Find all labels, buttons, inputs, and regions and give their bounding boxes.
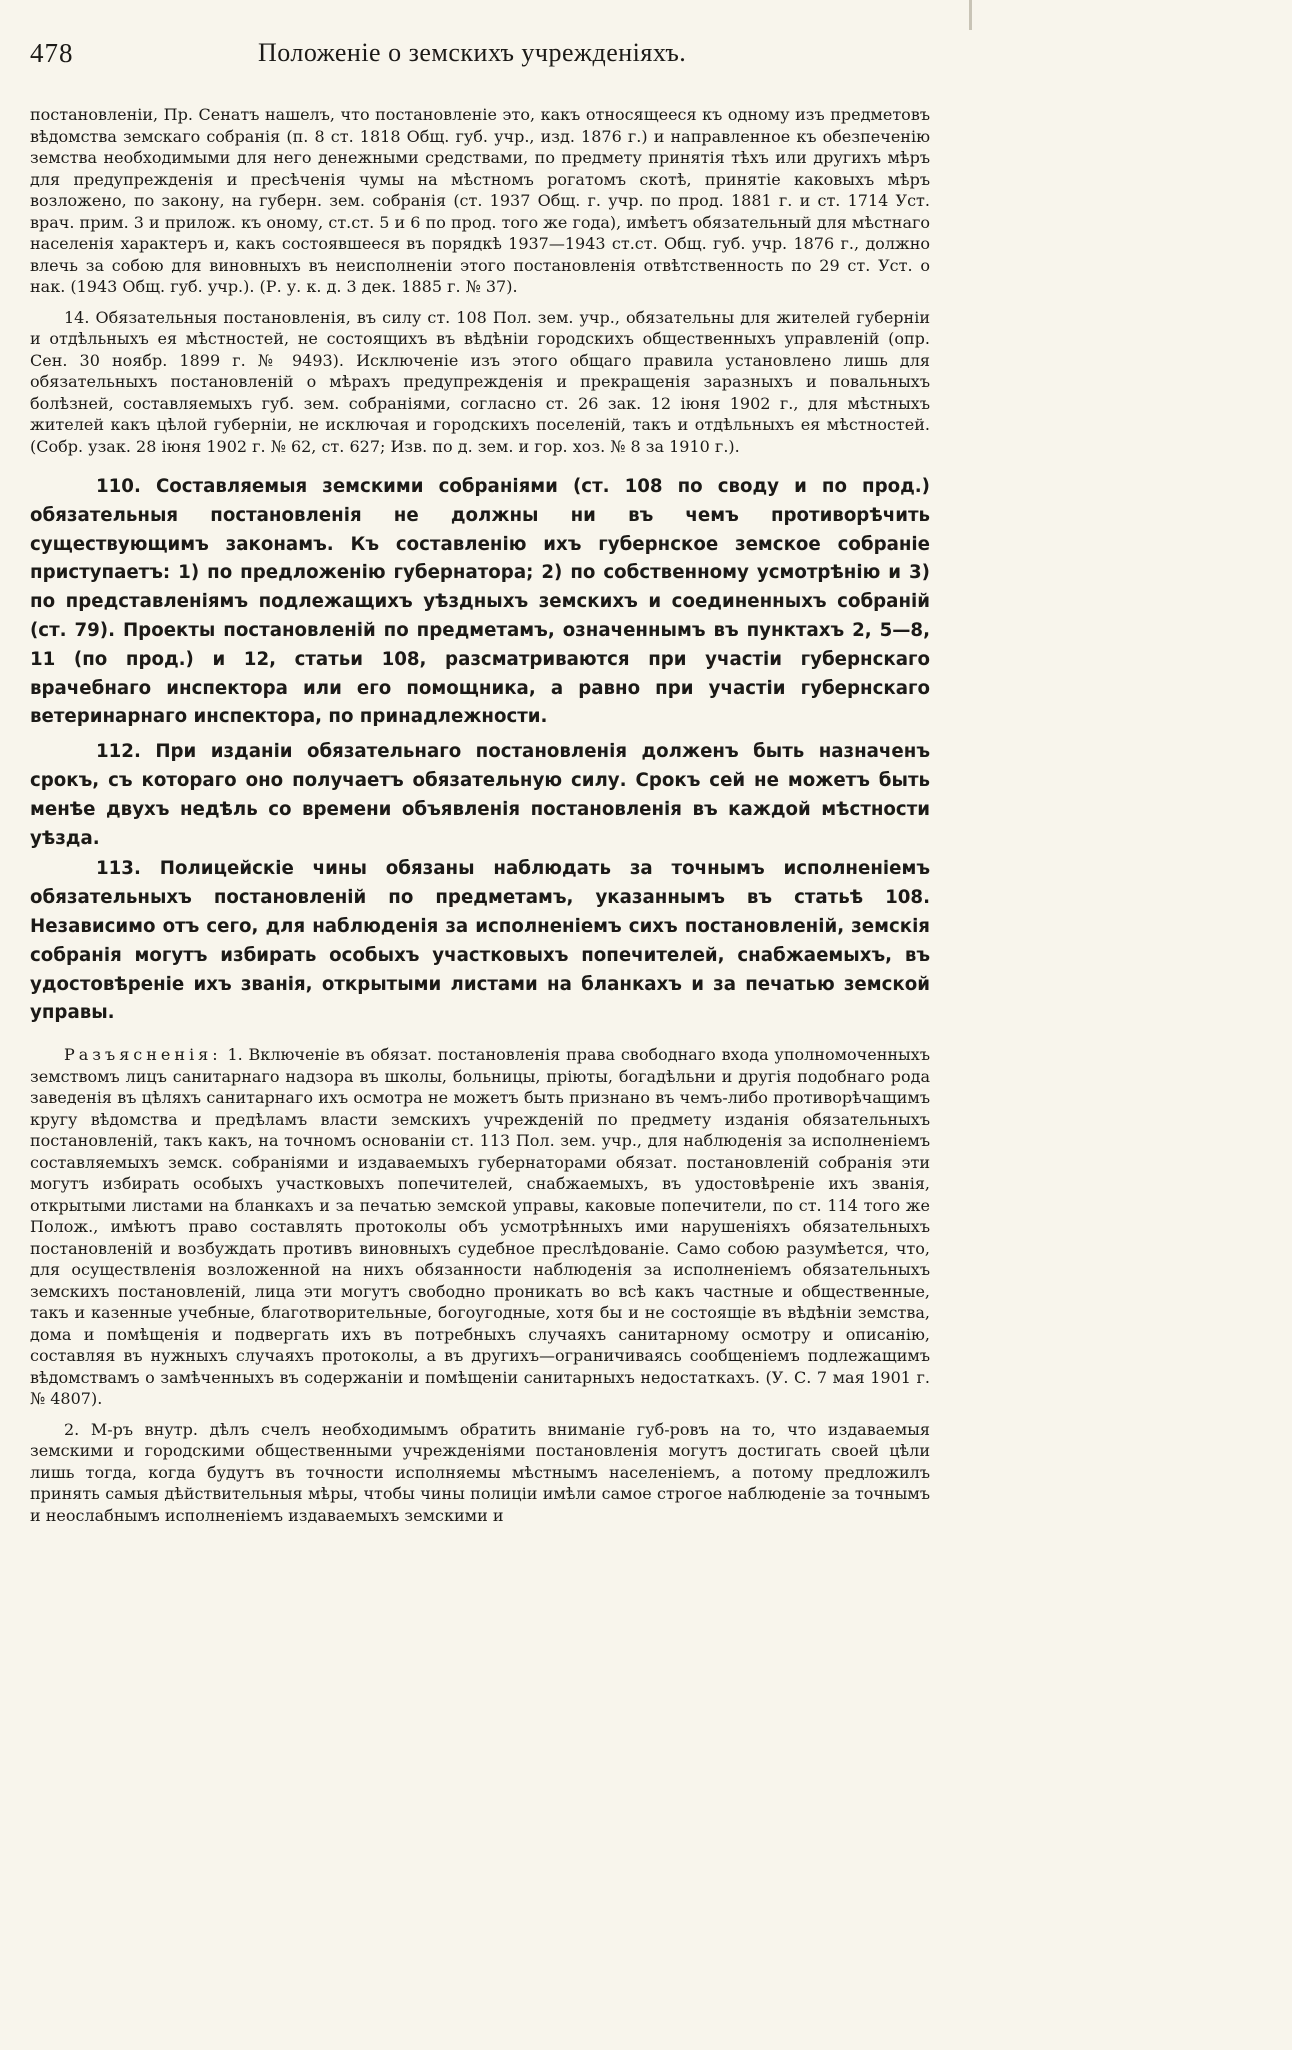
paragraph-minister-note: 2. М-ръ внутр. дѣлъ счелъ необходимымъ обратить вниманіе губ-ровъ на то, что издаваемыя земскими и городскими общественными учрежденіями постановленія могутъ достигать своей цѣли лишь тогда, когда будутъ въ точности исполняемы мѣстнымъ населеніемъ, а потому предложилъ принять самыя дѣйствительныя мѣры, чтобы чины полиціи имѣли самое строгое наблюденіе за точнымъ и неослабнымъ исполненіемъ издаваемыхъ земскими и xyxy=(30,1419,930,1525)
article-110-number: 110. xyxy=(96,476,141,497)
paragraph-senate-decision: постановленіи, Пр. Сенатъ нашелъ, что постановленіе это, какъ относящееся къ одному изъ предметовъ вѣдомства земскаго собранія (п. 8 ст. 1818 Общ. губ. учр., изд. 1876 г.) и направленное къ обезпеченію земства необходимыми для него денежными средствами, по предмету принятія тѣхъ или другихъ мѣръ для предупрежденія и пресѣченія чумы на мѣстномъ рогатомъ скотѣ, принятіе каковыхъ мѣръ возложено, по закону, на губерн. зем. собранія (ст. 1937 Общ. г. учр. по прод. 1881 г. и ст. 1714 Уст. врач. прим. 3 и прилож. къ оному, ст.ст. 5 и 6 по прод. того же года), имѣетъ обязательный для мѣстнаго населенія характеръ и, какъ состоявшееся въ порядкѣ 1937—1943 ст.ст. Общ. губ. учр. 1876 г., должно влечь за собою для виновныхъ въ неисполненіи этого постановленія отвѣтственность по 29 ст. Уст. о нак. (1943 Общ. губ. учр.). (Р. у. к. д. 3 дек. 1885 г. № 37). xyxy=(30,105,930,296)
article-113-number: 113. xyxy=(96,858,141,880)
article-112-text: При изданіи обязательнаго постановленія долженъ быть назначенъ срокъ, съ котораго оно получаетъ обязательную силу. Срокъ сей не можетъ быть менѣе двухъ недѣль со времени объявленія постановленія въ каждой мѣстности уѣзда. xyxy=(30,741,930,849)
article-112-number: 112. xyxy=(96,741,141,763)
page-edge-mark xyxy=(969,0,972,30)
article-113-text: Полицейскіе чины обязаны наблюдать за точнымъ исполненіемъ обязательныхъ постановленій по предметамъ, указаннымъ въ статьѣ 108. Независимо отъ сего, для наблюденія за исполненіемъ сихъ постановленій, земскія собранія могутъ избирать особыхъ участковыхъ попечителей, снабжаемыхъ, въ удостовѣреніе ихъ званія, открытыми листами на бланкахъ и за печатью земской управы. xyxy=(30,858,930,1024)
explanations-label: Разъясненія: xyxy=(64,1045,222,1065)
article-110 xyxy=(30,473,930,732)
paragraph-note-14: 14. Обязательныя постановленія, въ силу ст. 108 Пол. зем. учр., обязательны для жителей губерніи и отдѣльныхъ ея мѣстностей, не состоящихъ въ вѣдѣніи городскихъ общественныхъ управленій (опр. Сен. 30 ноябр. 1899 г. № 9493). Исключеніе изъ этого общаго правила установлено лишь для обязательныхъ постановленій о мѣрахъ предупрежденія и прекращенія заразныхъ и повальныхъ болѣзней, составляемыхъ губ. зем. собраніями, согласно ст. 26 зак. 12 іюня 1902 г., для мѣстныхъ жителей какъ цѣлой губерніи, не исключая и городскихъ поселеній, такъ и отдѣльныхъ ея мѣстностей. (Собр. узак. 28 іюня 1902 г. № 62, ст. 627; Изв. по д. зем. и гор. хоз. № 8 за 1910 г.). xyxy=(30,307,930,456)
page-number: 478 xyxy=(30,38,74,68)
page-body xyxy=(30,104,930,1526)
document-page xyxy=(30,38,930,1526)
article-110-text: Составляемыя земскими собраніями (ст. 108 по своду и по прод.) обязательныя постановленія не должны ни въ чемъ противорѣчить существующимъ законамъ. Къ составленію ихъ губернское земское собраніе приступаетъ: 1) по предложенію губернатора; 2) по собственному усмотрѣнію и 3) по представленіямъ подлежащихъ уѣздныхъ земскихъ и соединенныхъ собраній (ст. 79). Проекты постановленій по предметамъ, означеннымъ въ пунктахъ 2, 5—8, 11 (по прод.) и 12, статьи 108, разсматриваются при участіи губернскаго врачебнаго инспектора или его помощника, а равно при участіи губернскаго ветеринарнаго инспектора, по принадлежности. xyxy=(30,476,930,728)
article-113 xyxy=(30,855,930,1028)
explanations-paragraph xyxy=(30,1044,930,1410)
page-header xyxy=(30,38,930,78)
article-112 xyxy=(30,738,930,853)
running-title: Положеніе о земскихъ учрежденіяхъ. xyxy=(258,38,687,67)
explanations-text: 1. Включеніе въ обязат. постановленія права свободнаго входа уполномоченныхъ земствомъ лицъ санитарнаго надзора въ школы, больницы, пріюты, богадѣльни и другія подобнаго рода заведенія въ цѣляхъ санитарнаго ихъ осмотра не можетъ быть признано въ чемъ-либо противорѣчащимъ кругу вѣдомства и предѣламъ власти земскихъ учрежденій по предмету изданія обязательныхъ постановленій, такъ какъ, на точномъ основаніи ст. 113 Пол. зем. учр., для наблюденія за исполненіемъ составляемыхъ земск. собраніями и издаваемыхъ губернаторами обязат. постановленій собранія эти могутъ избирать особыхъ участковыхъ попечителей, снабжаемыхъ, въ удостовѣреніе ихъ званія, открытыми листами на бланкахъ и за печатью земской управы, каковые попечители, по ст. 114 того же Полож., имѣютъ право составлять протоколы объ усмотрѣнныхъ ими нарушеніяхъ обязательныхъ постановленій и возбуждать противъ виновныхъ судебное преслѣдованіе. Само собою разумѣется, что, для осуществленія возложенной на нихъ обязанности наблюденія за исполненіемъ обязательныхъ земскихъ постановленій, лица эти могутъ свободно проникать во всѣ какъ частные и общественные, такъ и казенные учебные, благотворительные, богоугодные, хотя бы и не состоящіе въ вѣдѣніи земства, дома и помѣщенія и подвергать ихъ въ потребныхъ случаяхъ санитарному осмотру и описанію, составляя въ нужныхъ случаяхъ протоколы, а въ другихъ—ограничиваясь сообщеніемъ подлежащимъ вѣдомствамъ о замѣченныхъ въ содержаніи и помѣщеніи санитарныхъ недостаткахъ. (У. С. 7 мая 1901 г. № 4807). xyxy=(30,1045,930,1409)
